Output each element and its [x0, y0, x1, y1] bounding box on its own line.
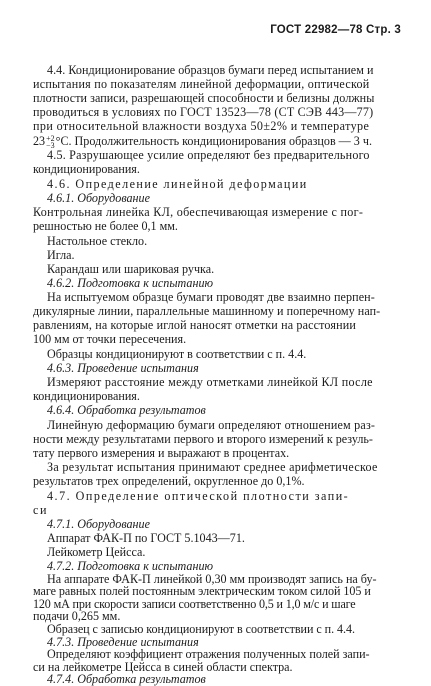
text-line: подачи 0,265 мм. [33, 609, 121, 624]
text-line: си на лейкометре Цейсса в синей области спектра. [33, 659, 293, 674]
text-line: кондиционирования. [33, 389, 140, 403]
subsection-heading: 4.7.2. Подготовка к испытанию [47, 559, 214, 573]
text-line: ности между результатами первого и второго измерений к резуль- [33, 432, 373, 446]
text-line: маге равных полей постоянным электрическим током силой 105 и [33, 584, 371, 599]
text-line: решностью не более 0,1 мм. [33, 219, 178, 233]
section-title: 4.6. Определение линейной деформации [47, 177, 308, 191]
text-fragment: °С. Продолжительность кондиционирования образцов — 3 ч. [55, 134, 372, 148]
text-line: 4.5. Разрушающее усилие определяют без предварительного [47, 148, 370, 162]
text-line: Линейную деформацию бумаги определяют отношением раз- [47, 418, 376, 432]
text-line: За результат испытания принимают среднее арифметическое [47, 460, 378, 474]
text-line: дикулярные линии, параллельные машинному и поперечному нап- [33, 304, 381, 318]
text-line: при относительной влажности воздуха 50±2% и температуре [33, 119, 370, 133]
text-line: Измеряют расстояние между отметками линейкой КЛ после [47, 375, 373, 389]
subsection-heading: 4.7.4. Обработка результатов [47, 672, 206, 686]
text-line: На аппарате ФАК-П линейкой 0,30 мм производят запись на бу- [47, 571, 377, 586]
text-line: На испытуемом образце бумаги проводят две взаимно перпен- [47, 290, 375, 304]
text-line [33, 134, 372, 149]
text-line: кондиционирования. [33, 162, 140, 176]
section-title: 4.7. Определение оптической плотности запи- [47, 489, 350, 503]
subsection-heading: 4.6.1. Оборудование [47, 191, 150, 205]
section-title-cont: си [33, 503, 49, 517]
text-line: 4.4. Кондиционирование образцов бумаги перед испытанием и [47, 63, 374, 77]
text-line: 120 мА при скорости записи соответственно 0,5 и 1,0 м/с и шаге [33, 596, 356, 611]
text-line: Контрольная линейка КЛ, обеспечивающая измерение с пог- [33, 205, 364, 219]
header-doc-id: ГОСТ 22982—78 [270, 24, 363, 36]
text-line: испытания по показателям линейной деформации, оптической [33, 77, 370, 91]
text-line: Карандаш или шариковая ручка. [47, 262, 215, 276]
temperature-value: 23 [33, 134, 46, 148]
text-line: тату первого измерения и выражают в процентах. [33, 446, 290, 460]
text-line: Лейкометр Цейсса. [47, 545, 146, 559]
page-header [270, 24, 401, 36]
tolerance-plus: +2 [46, 134, 55, 144]
text-line: Игла. [47, 248, 75, 262]
text-line: плотности записи, разрешающей способности и белизны должны [33, 91, 375, 105]
text-line: проводиться в условиях по ГОСТ 13523—78 (СТ СЭВ 443—77) [33, 105, 374, 119]
text-line: равлениям, на которые иглой наносят отметки на расстоянии [33, 318, 356, 332]
text-line: результатов трех определений, округленное до 0,1%. [33, 474, 305, 488]
subsection-heading: 4.7.1. Оборудование [47, 517, 150, 531]
text-line: 100 мм от точки пересечения. [33, 332, 187, 346]
subsection-heading: 4.6.2. Подготовка к испытанию [47, 276, 214, 290]
text-line: Аппарат ФАК-П по ГОСТ 5.1043—71. [47, 531, 245, 545]
subsection-heading: 4.7.3. Проведение испытания [47, 634, 199, 649]
subsection-heading: 4.6.3. Проведение испытания [47, 361, 199, 375]
text-line: Настольное стекло. [47, 234, 148, 248]
subsection-heading: 4.6.4. Обработка результатов [47, 403, 206, 417]
header-page: Стр. 3 [366, 24, 401, 36]
tolerance-minus: −3 [46, 141, 55, 151]
text-line: Определяют коэффициент отражения полученных полей запи- [47, 647, 370, 662]
text-line: Образцы кондиционируют в соответствии с п. 4.4. [47, 347, 307, 361]
text-line: Образец с записью кондиционируют в соответствии с п. 4.4. [47, 622, 355, 636]
